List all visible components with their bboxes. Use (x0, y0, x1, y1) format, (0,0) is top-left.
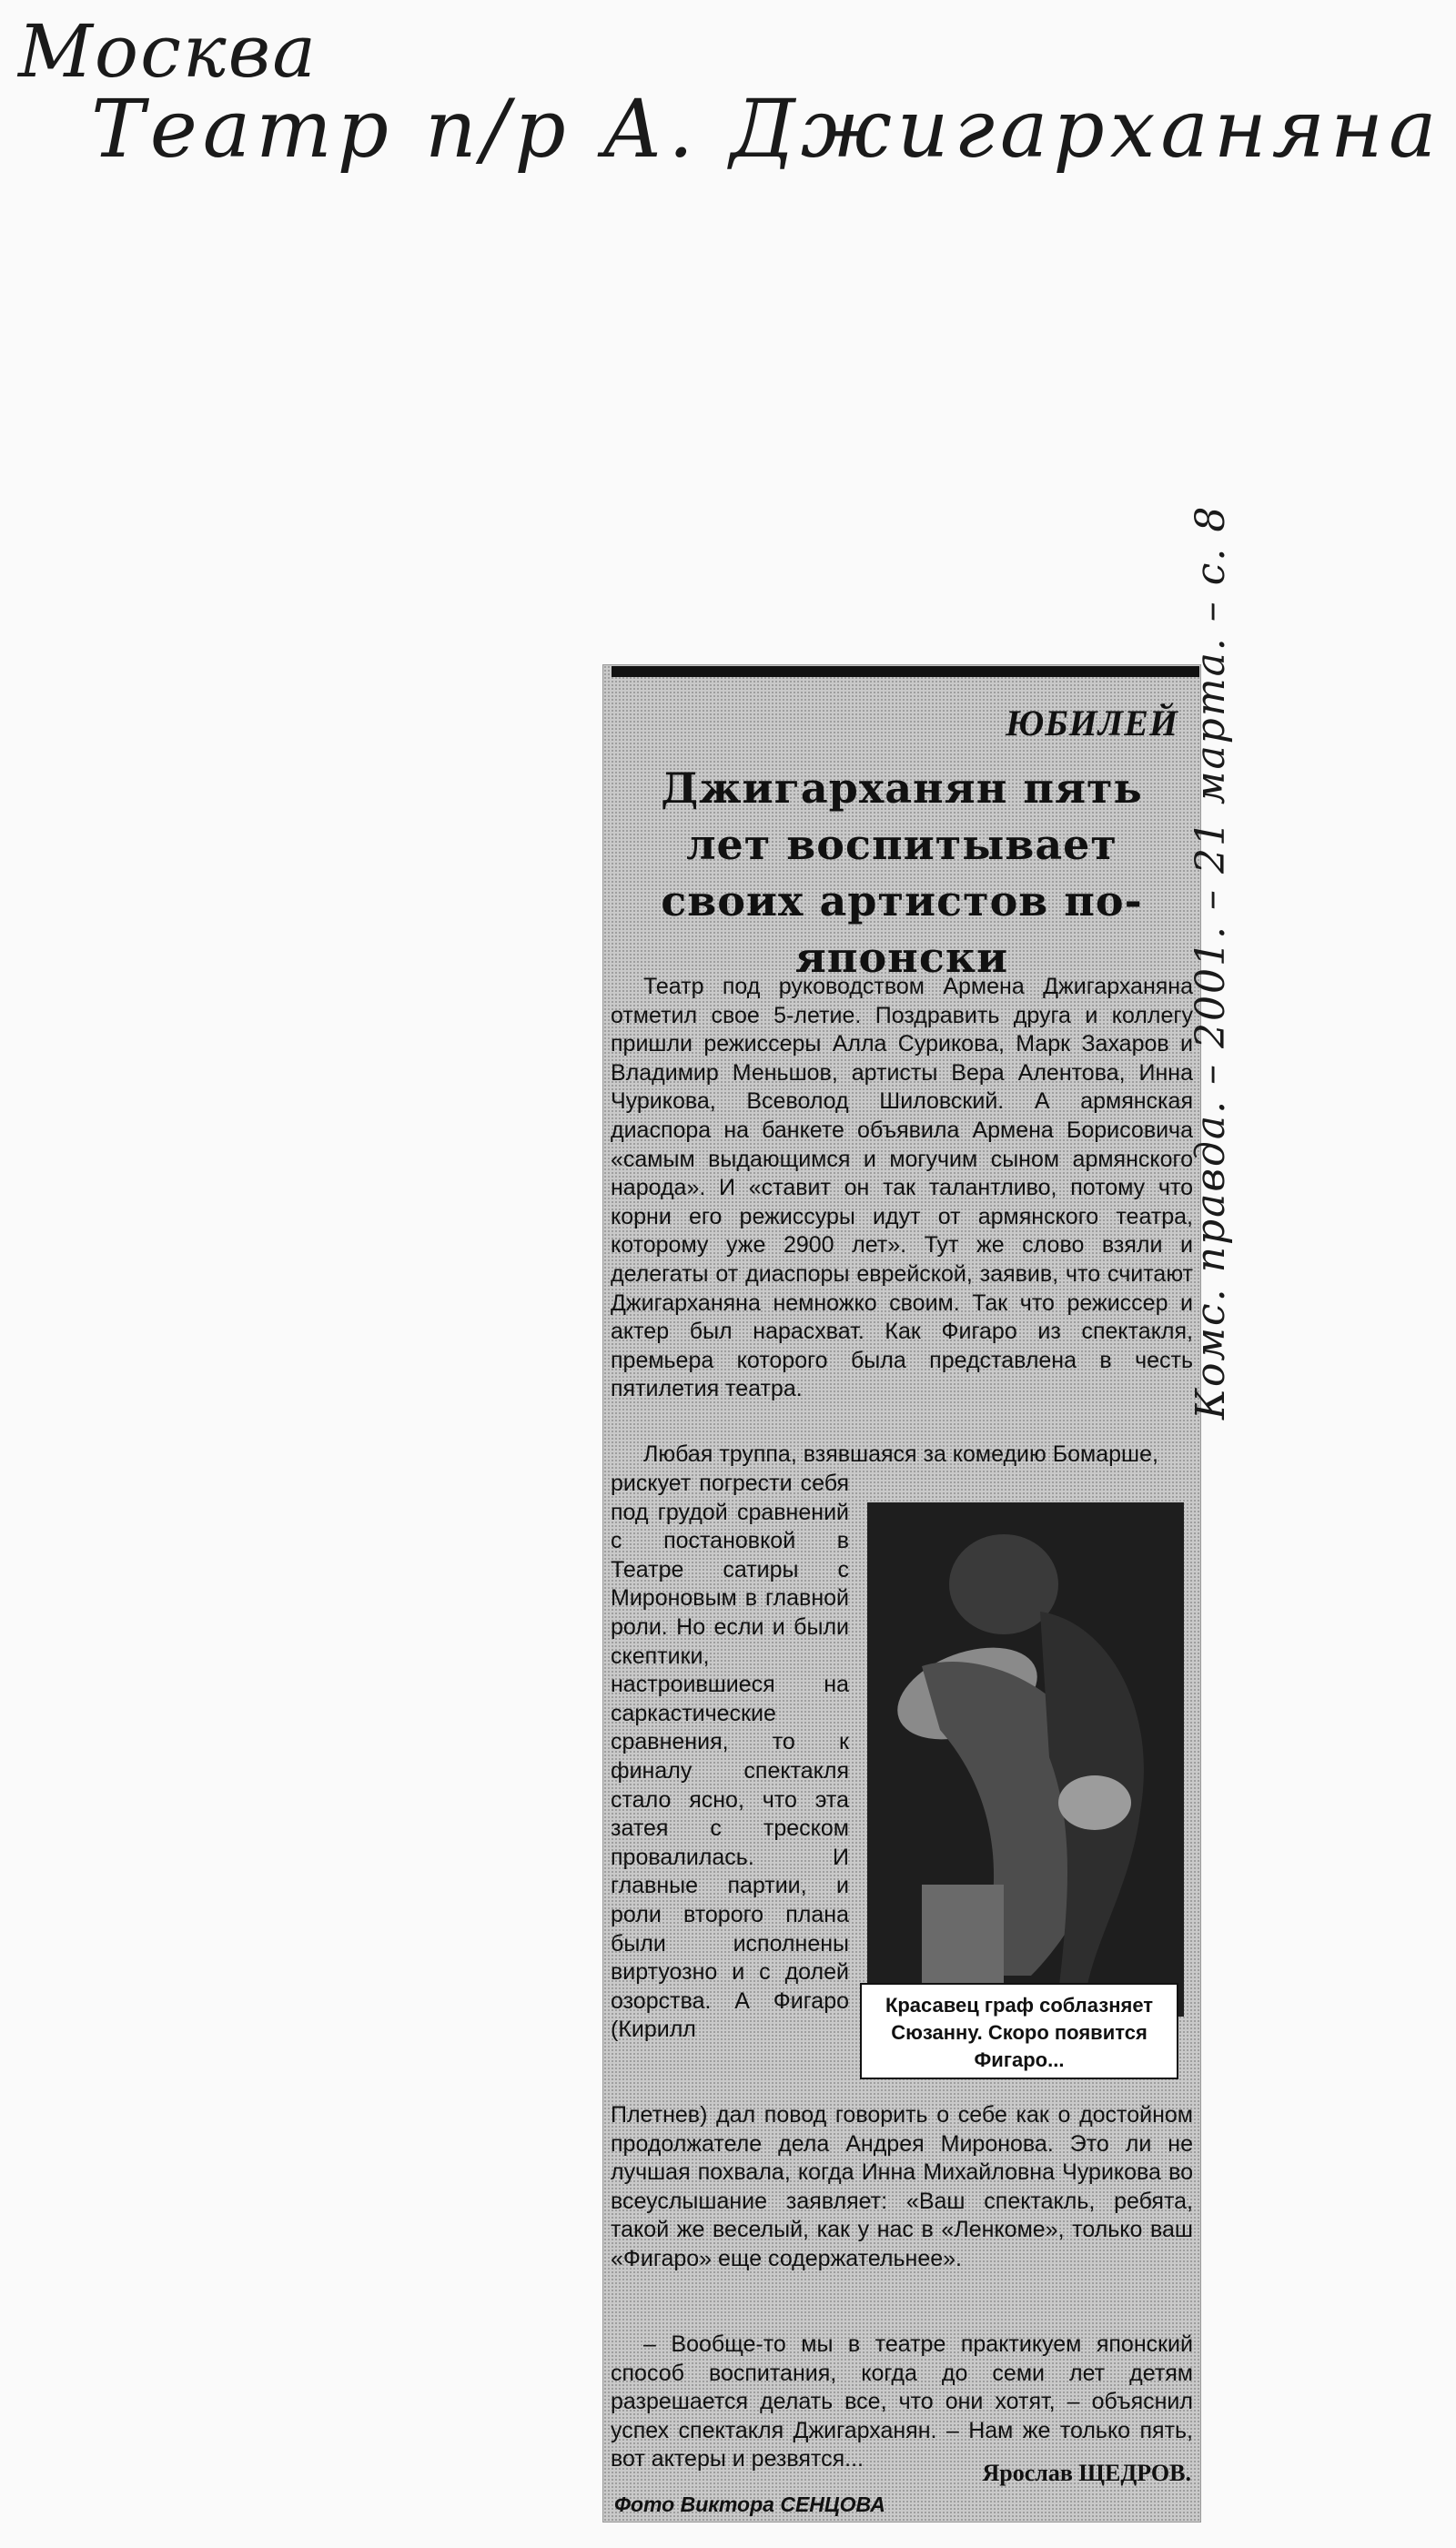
article-headline: Джигарханян пять лет воспитывает своих артистов по-японски (661, 763, 1143, 982)
performers-photo-image (867, 1502, 1184, 2017)
article-author: Ярослав ЩЕДРОВ. (982, 2460, 1191, 2486)
photo-caption: Красавец граф соблазняет Сюзанну. Скоро появится Фигаро... (860, 1983, 1178, 2079)
article-paragraph-intro: Любая труппа, взявшаяся за комедию Бомарше, (643, 1441, 1158, 1467)
handwritten-source-note: Комс. правда. – 2001. – 21 марта. – с. 8 (1188, 504, 1234, 1420)
newspaper-clipping (602, 664, 1201, 2523)
article-paragraph-quote: – Вообще-то мы в театре практикуем японский способ воспитания, когда до семи лет детям разрешается делать все, что они хотят, – объяснил успех спектакля Джигарханян. – Нам же только пять, вот актеры и резвятся... (611, 2331, 1193, 2472)
photo-credit: Фото Виктора СЕНЦОВА (614, 2492, 885, 2516)
handwritten-theatre-name: Театр п/р А. Джигарханяна (91, 82, 1442, 176)
article-rubric: ЮБИЛЕЙ (1005, 703, 1178, 743)
handwritten-city: Москва (18, 9, 318, 94)
top-rule-divider (612, 666, 1199, 677)
article-paragraph-column: рискует погрести себя под грудой сравнений с постановкой в Театре сатиры с Мироновым в главной роли. Но если и были скептики, настроившиеся на саркастические сравнения, то к финалу спектакля стало ясно, что эта затея с треском провалилась. И главные партии, и роли второго плана были исполнены виртуозно и с долей озорства. А Фигаро (Кирилл (611, 1471, 849, 2043)
article-paragraph-continued: Плетнев) дал повод говорить о себе как о достойном продолжателе дела Андрея Миронова. Это ли не лучшая похвала, когда Инна Михайловна Чурикова во всеуслышание заявляет: «Ваш спектакль, ребята, такой же веселый, как у нас в «Ленкоме», только ваш «Фигаро» еще содержательнее». (611, 2102, 1193, 2271)
article-paragraph: Театр под руководством Армена Джигарханяна отметил свое 5-летие. Поздравить друга и коллегу пришли режиссеры Алла Сурикова, Марк Захаров и Владимир Меньшов, артисты Вера Алентова, Инна Чурикова, Всеволод Шиловский. А армянская диаспора на банкете объявила Армена Борисовича «самым выдающимся и могучим сыном армянского народа». И «ставит он так талантливо, потому что корни его режиссуры идут от армянского театра, которому уже 2900 лет». Тут же слово взяли и делегаты от диаспоры еврейской, заявив, что считают Джигарханяна немножко своим. Так что режиссер и актер был нарасхват. Как Фигаро из спектакля, премьера которого была представлена в честь пятилетия театра. (611, 974, 1193, 1402)
article-photo (867, 1502, 1184, 2017)
